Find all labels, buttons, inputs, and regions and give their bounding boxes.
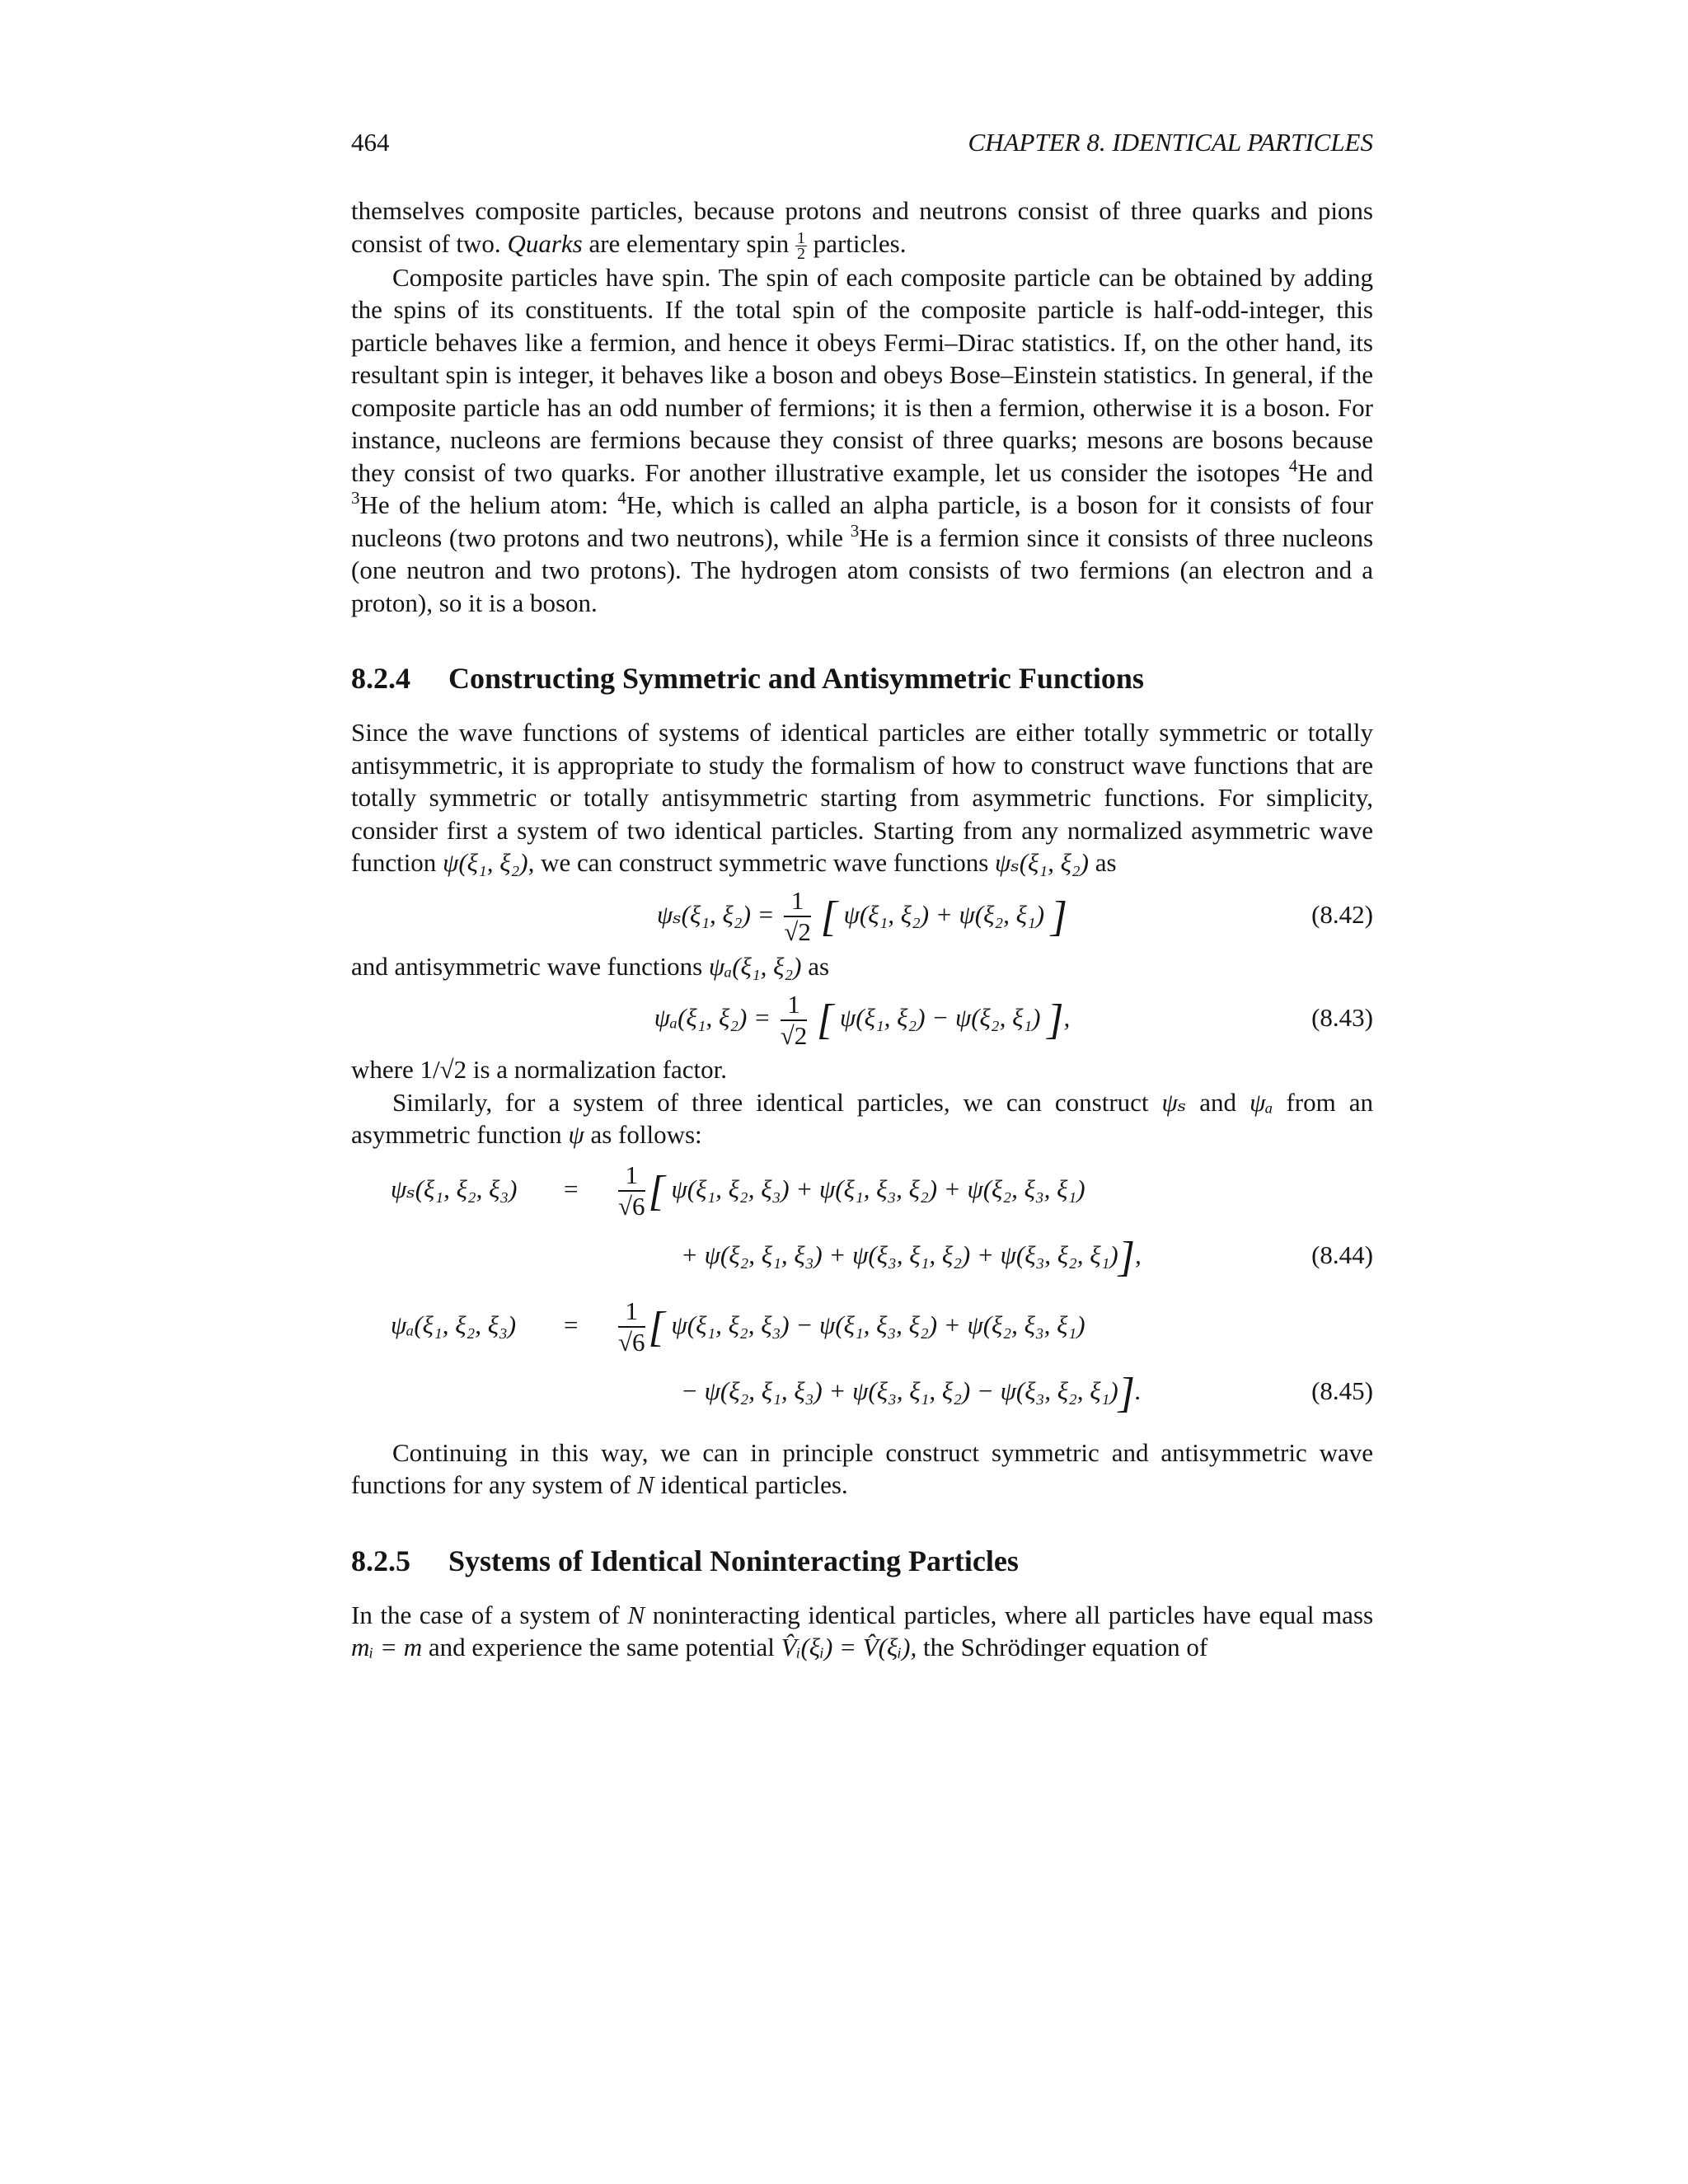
equation-rhs: [615, 1156, 1085, 1222]
paragraph-composite-particles: [351, 194, 1373, 261]
paragraph-text: He of the helium atom:: [359, 490, 608, 519]
paragraph-n-particles: [351, 1436, 1373, 1502]
superscript: 3: [850, 520, 860, 541]
equation-terms: ψ(ξ₁, ξ₂, ξ₃) − ψ(ξ₁, ξ₃, ξ₂) + ψ(ξ₂, ξ₃, ξ₁): [671, 1310, 1085, 1339]
math-inline: ψ(ξ₁, ξ₂),: [443, 848, 535, 877]
paragraph-text: as follows:: [590, 1120, 702, 1149]
fraction-denominator: √2: [780, 1020, 808, 1050]
inverse-sqrt6-fraction: [618, 1160, 645, 1221]
equation-rhs: ψ(ξ₁, ξ₂) + ψ(ξ₂, ξ₁): [843, 899, 1045, 929]
section-title: Systems of Identical Noninteracting Particles: [448, 1544, 1019, 1577]
fraction-denominator: √6: [618, 1192, 645, 1221]
inverse-sqrt2-fraction: [781, 990, 808, 1051]
paragraph-text: and: [1199, 1087, 1237, 1117]
equation-number: (8.43): [1311, 1003, 1373, 1032]
paragraph-text: He is a fermion since it consists of three nucleons (one neutron and two protons). The hydrogen atom consists of two fermions (an electron and a proton), so it is a boson.: [351, 523, 1374, 617]
section-title: Constructing Symmetric and Antisymmetric Functions: [448, 662, 1144, 695]
equation-rhs-continued: [681, 1358, 1142, 1424]
math-inline: ψₐ(ξ₁, ξ₂): [708, 951, 802, 981]
equals-sign: =: [564, 1310, 579, 1339]
equation-lhs: ψₛ(ξ₁, ξ₂) =: [656, 899, 775, 929]
superscript: 3: [351, 488, 360, 508]
superscript: 4: [1288, 455, 1298, 476]
equation-8-45-row-2: [351, 1358, 1373, 1424]
paragraph-normalization: [351, 1053, 1373, 1086]
math-inline: ψ: [568, 1120, 584, 1149]
math-inline: ψₛ(ξ₁, ξ₂): [995, 848, 1089, 877]
section-number: 8.2.5: [351, 1544, 410, 1577]
equation-lhs: ψₛ(ξ₁, ξ₂, ξ₃): [391, 1174, 518, 1203]
equation-terms: + ψ(ξ₂, ξ₁, ξ₃) + ψ(ξ₃, ξ₁, ξ₂) + ψ(ξ₃, ξ₂, ξ₁): [681, 1240, 1118, 1269]
fraction-numerator: 1: [796, 228, 805, 247]
paragraph-three-particles: [351, 1086, 1373, 1151]
equation-punctuation: .: [1134, 1376, 1142, 1405]
half-fraction: [795, 228, 807, 263]
paragraph-text: themselves composite particles, because protons and neutrons consist of three quarks and pions consist of two.: [351, 196, 1373, 258]
running-header: [351, 124, 1373, 162]
fraction-denominator: √2: [784, 917, 811, 947]
paragraph-text: as: [1095, 848, 1117, 877]
fraction-numerator: 1: [618, 1160, 645, 1192]
close-bracket: ]: [1047, 996, 1064, 1043]
math-inline: N: [627, 1600, 645, 1629]
equation-number: (8.42): [1311, 899, 1373, 929]
equation-punctuation: ,: [1063, 1003, 1071, 1032]
paragraph-text: from an asymmetric function: [351, 1087, 1373, 1149]
equation-number: (8.44): [1311, 1240, 1373, 1269]
equation-8-42: [351, 879, 1373, 950]
equation-punctuation: ,: [1134, 1240, 1142, 1269]
equation-rhs-continued: [681, 1222, 1142, 1288]
close-bracket: ]: [1118, 1233, 1135, 1281]
fraction-numerator: 1: [784, 886, 811, 917]
close-bracket: ]: [1118, 1369, 1135, 1417]
inverse-sqrt2-fraction: [784, 886, 811, 947]
close-bracket: ]: [1050, 893, 1068, 940]
book-page: [351, 124, 1373, 1664]
chapter-title: CHAPTER 8. IDENTICAL PARTICLES: [968, 128, 1373, 157]
paragraph-spin: [351, 261, 1373, 620]
math-inline: V̂ᵢ(ξᵢ) = V̂(ξᵢ),: [781, 1633, 917, 1661]
inverse-sqrt6-fraction: [618, 1296, 645, 1357]
paragraph-text: as: [808, 951, 830, 981]
equals-sign: =: [564, 1174, 579, 1203]
paragraph-text: identical particles.: [660, 1470, 848, 1499]
fraction-denominator: 2: [796, 244, 805, 263]
paragraph-text: Similarly, for a system of three identical particles, we can construct: [392, 1087, 1149, 1117]
paragraph-text: and experience the same potential: [428, 1633, 775, 1661]
open-bracket: [: [648, 1167, 665, 1215]
equation-lhs: ψₐ(ξ₁, ξ₂, ξ₃): [391, 1310, 517, 1339]
fraction-denominator: √6: [618, 1328, 645, 1357]
quarks-term: Quarks: [507, 228, 583, 258]
section-number: 8.2.4: [351, 662, 410, 695]
paragraph-text: Continuing in this way, we can in principle construct symmetric and antisymmetric wave functions for any system of: [351, 1437, 1373, 1499]
equation-number: (8.45): [1311, 1376, 1373, 1405]
fraction-numerator: 1: [781, 990, 808, 1021]
equation-lhs: ψₐ(ξ₁, ξ₂) =: [654, 1003, 771, 1032]
paragraph-text: He and: [1297, 457, 1374, 487]
paragraph-text: particles.: [813, 228, 907, 258]
paragraph-construct-intro: [351, 716, 1373, 879]
paragraph-text: He, which is called an alpha particle, is a boson for it consists of four nucleons (two protons and two neutrons), while: [351, 490, 1374, 552]
paragraph-text: noninteracting identical particles, where all particles have equal mass: [652, 1600, 1374, 1629]
equation-rhs: [615, 1292, 1085, 1358]
paragraph-text: are elementary spin: [588, 228, 790, 258]
paragraph-text: Since the wave functions of systems of identical particles are either totally symmetric or totally antisymmetric, it is appropriate to study the formalism of how to construct wave functions that are totally symmetric or totally antisymmetric starting from asymmetric functions. For simplicity, consider first a system of two identical particles. Starting from any normalized asymmetric wave function: [351, 718, 1373, 877]
equation-8-43: [351, 982, 1373, 1053]
equation-terms: − ψ(ξ₂, ξ₁, ξ₃) + ψ(ξ₃, ξ₁, ξ₂) − ψ(ξ₃, ξ₂, ξ₁): [681, 1376, 1118, 1405]
paragraph-text: we can construct symmetric wave functions: [541, 848, 989, 877]
equation-8-44-row-2: [351, 1222, 1373, 1288]
equation-terms: ψ(ξ₁, ξ₂, ξ₃) + ψ(ξ₁, ξ₃, ξ₂) + ψ(ξ₂, ξ₃, ξ₁): [671, 1174, 1085, 1203]
superscript: 4: [617, 488, 626, 508]
section-heading-824: [351, 660, 1373, 696]
paragraph-text: where 1/√2 is a normalization factor.: [351, 1055, 728, 1084]
equation-8-44-row-1: [351, 1156, 1373, 1222]
math-inline: ψₐ: [1250, 1087, 1273, 1117]
page-number: 464: [351, 128, 390, 157]
math-inline: ψₛ: [1161, 1087, 1187, 1117]
equation-8-45-row-1: [351, 1292, 1373, 1358]
paragraph-text: the Schrödinger equation of: [923, 1633, 1208, 1661]
fraction-numerator: 1: [618, 1296, 645, 1328]
math-inline: mᵢ = m: [351, 1633, 423, 1661]
paragraph-text: Composite particles have spin. The spin of each composite particle can be obtained by adding the spins of its constituents. If the total spin of the composite particle is half-odd-integer, this particle behaves like a fermion, and hence it obeys Fermi–Dirac statistics. If, on the other hand, its resultant spin is integer, it behaves like a boson and obeys Bose–Einstein statistics. In general, if the composite particle has an odd number of fermions; it is then a fermion, otherwise it is a boson. For instance, nucleons are fermions because they consist of three quarks; mesons are bosons because they consist of two quarks. For another illustrative example, let us consider the isotopes: [351, 262, 1373, 487]
math-inline: N: [636, 1470, 654, 1499]
equation-rhs: ψ(ξ₁, ξ₂) − ψ(ξ₂, ξ₁): [840, 1003, 1041, 1032]
open-bracket: [: [820, 893, 837, 940]
open-bracket: [: [817, 996, 834, 1043]
equation-body: [351, 982, 1373, 1053]
paragraph-noninteracting: [351, 1599, 1373, 1664]
open-bracket: [: [648, 1303, 665, 1351]
equation-array-8-44-8-45: [351, 1156, 1373, 1428]
equation-body: [351, 879, 1373, 950]
section-heading-825: [351, 1543, 1373, 1579]
paragraph-antisymmetric-intro: [351, 950, 1373, 983]
paragraph-text: and antisymmetric wave functions: [351, 951, 703, 981]
paragraph-text: In the case of a system of: [351, 1600, 620, 1629]
